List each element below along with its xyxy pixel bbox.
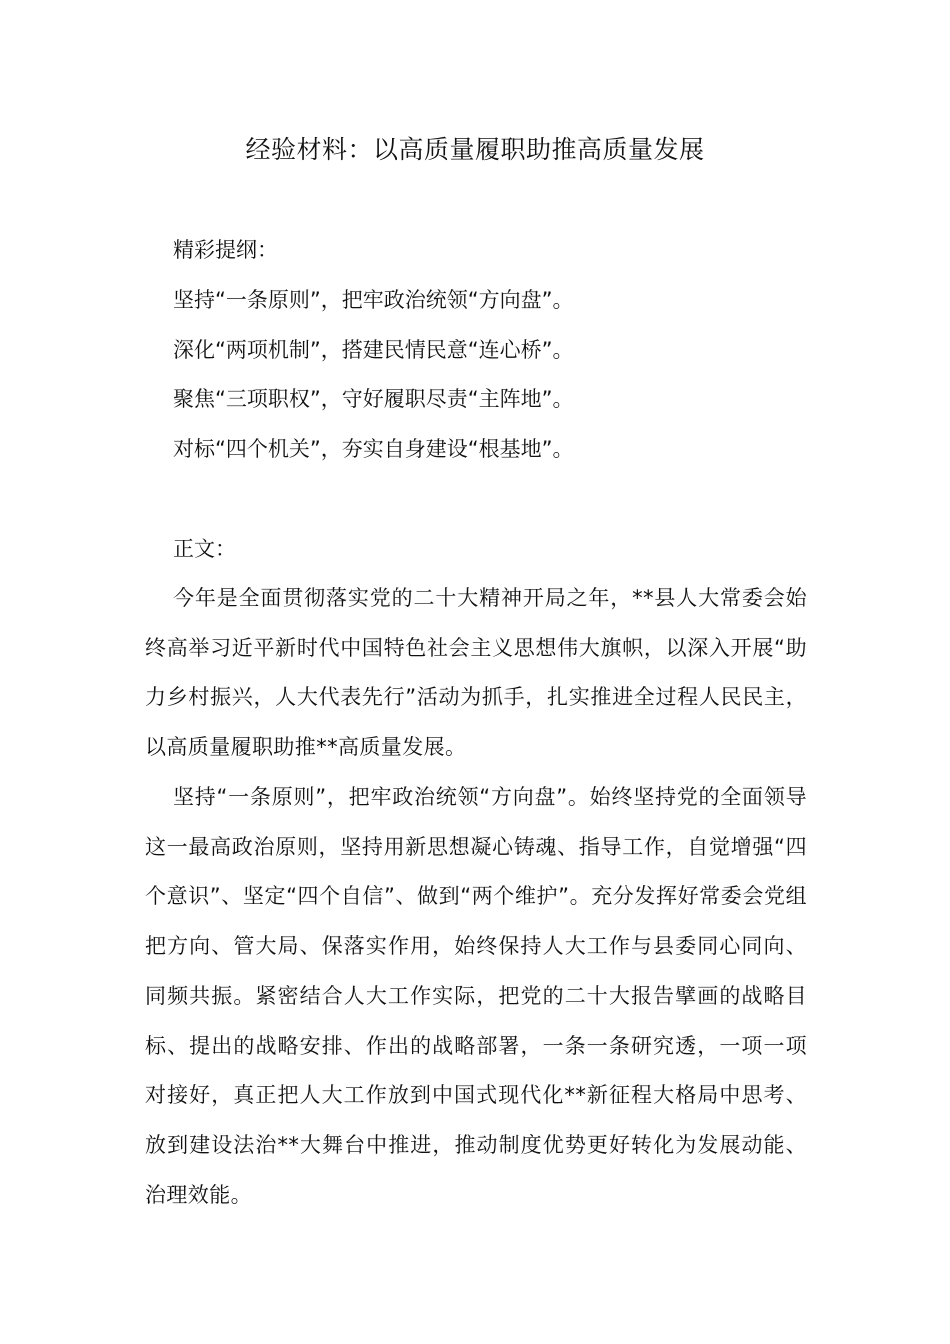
outline-heading: 精彩提纲：: [173, 238, 278, 262]
body-paragraph-2: 坚持“一条原则”，把牢政治统领“方向盘”。始终坚持党的全面领导这一最高政治原则，坚持用新思想凝心铸魂、指导工作，自觉增强“四个意识”、坚定“四个自信”、做到“两个维护”。充分发挥好常委会党组把方向、管大局、保落实作用，始终保持人大工作与县委同心同向、同频共振。紧密结合人大工作实际，把党的二十大报告擘画的战略目标、提出的战略安排、作出的战略部署，一条一条研究透，一项一项对接好，真正把人大工作放到中国式现代化**新征程大格局中思考、放到建设法治**大舞台中推进，推动制度优势更好转化为发展动能、治理效能。: [145, 785, 807, 1207]
outline-item-3: 聚焦“三项职权”，守好履职尽责“主阵地”。: [173, 387, 574, 411]
body-paragraph-1: 今年是全面贯彻落实党的二十大精神开局之年，**县人大常委会始终高举习近平新时代中国特色社会主义思想伟大旗帜，以深入开展“助力乡村振兴，人大代表先行”活动为抓手，扎实推进全过程人民民主，以高质量履职助推**高质量发展。: [145, 586, 807, 760]
document-title: 经验材料：以高质量履职助推高质量发展: [245, 135, 705, 164]
outline-item-1: 坚持“一条原则”，把牢政治统领“方向盘”。: [173, 288, 574, 312]
outline-item-2: 深化“两项机制”，搭建民情民意“连心桥”。: [173, 338, 574, 362]
outline-item-4: 对标“四个机关”，夯实自身建设“根基地”。: [173, 437, 574, 461]
body-heading: 正文：: [173, 537, 236, 561]
